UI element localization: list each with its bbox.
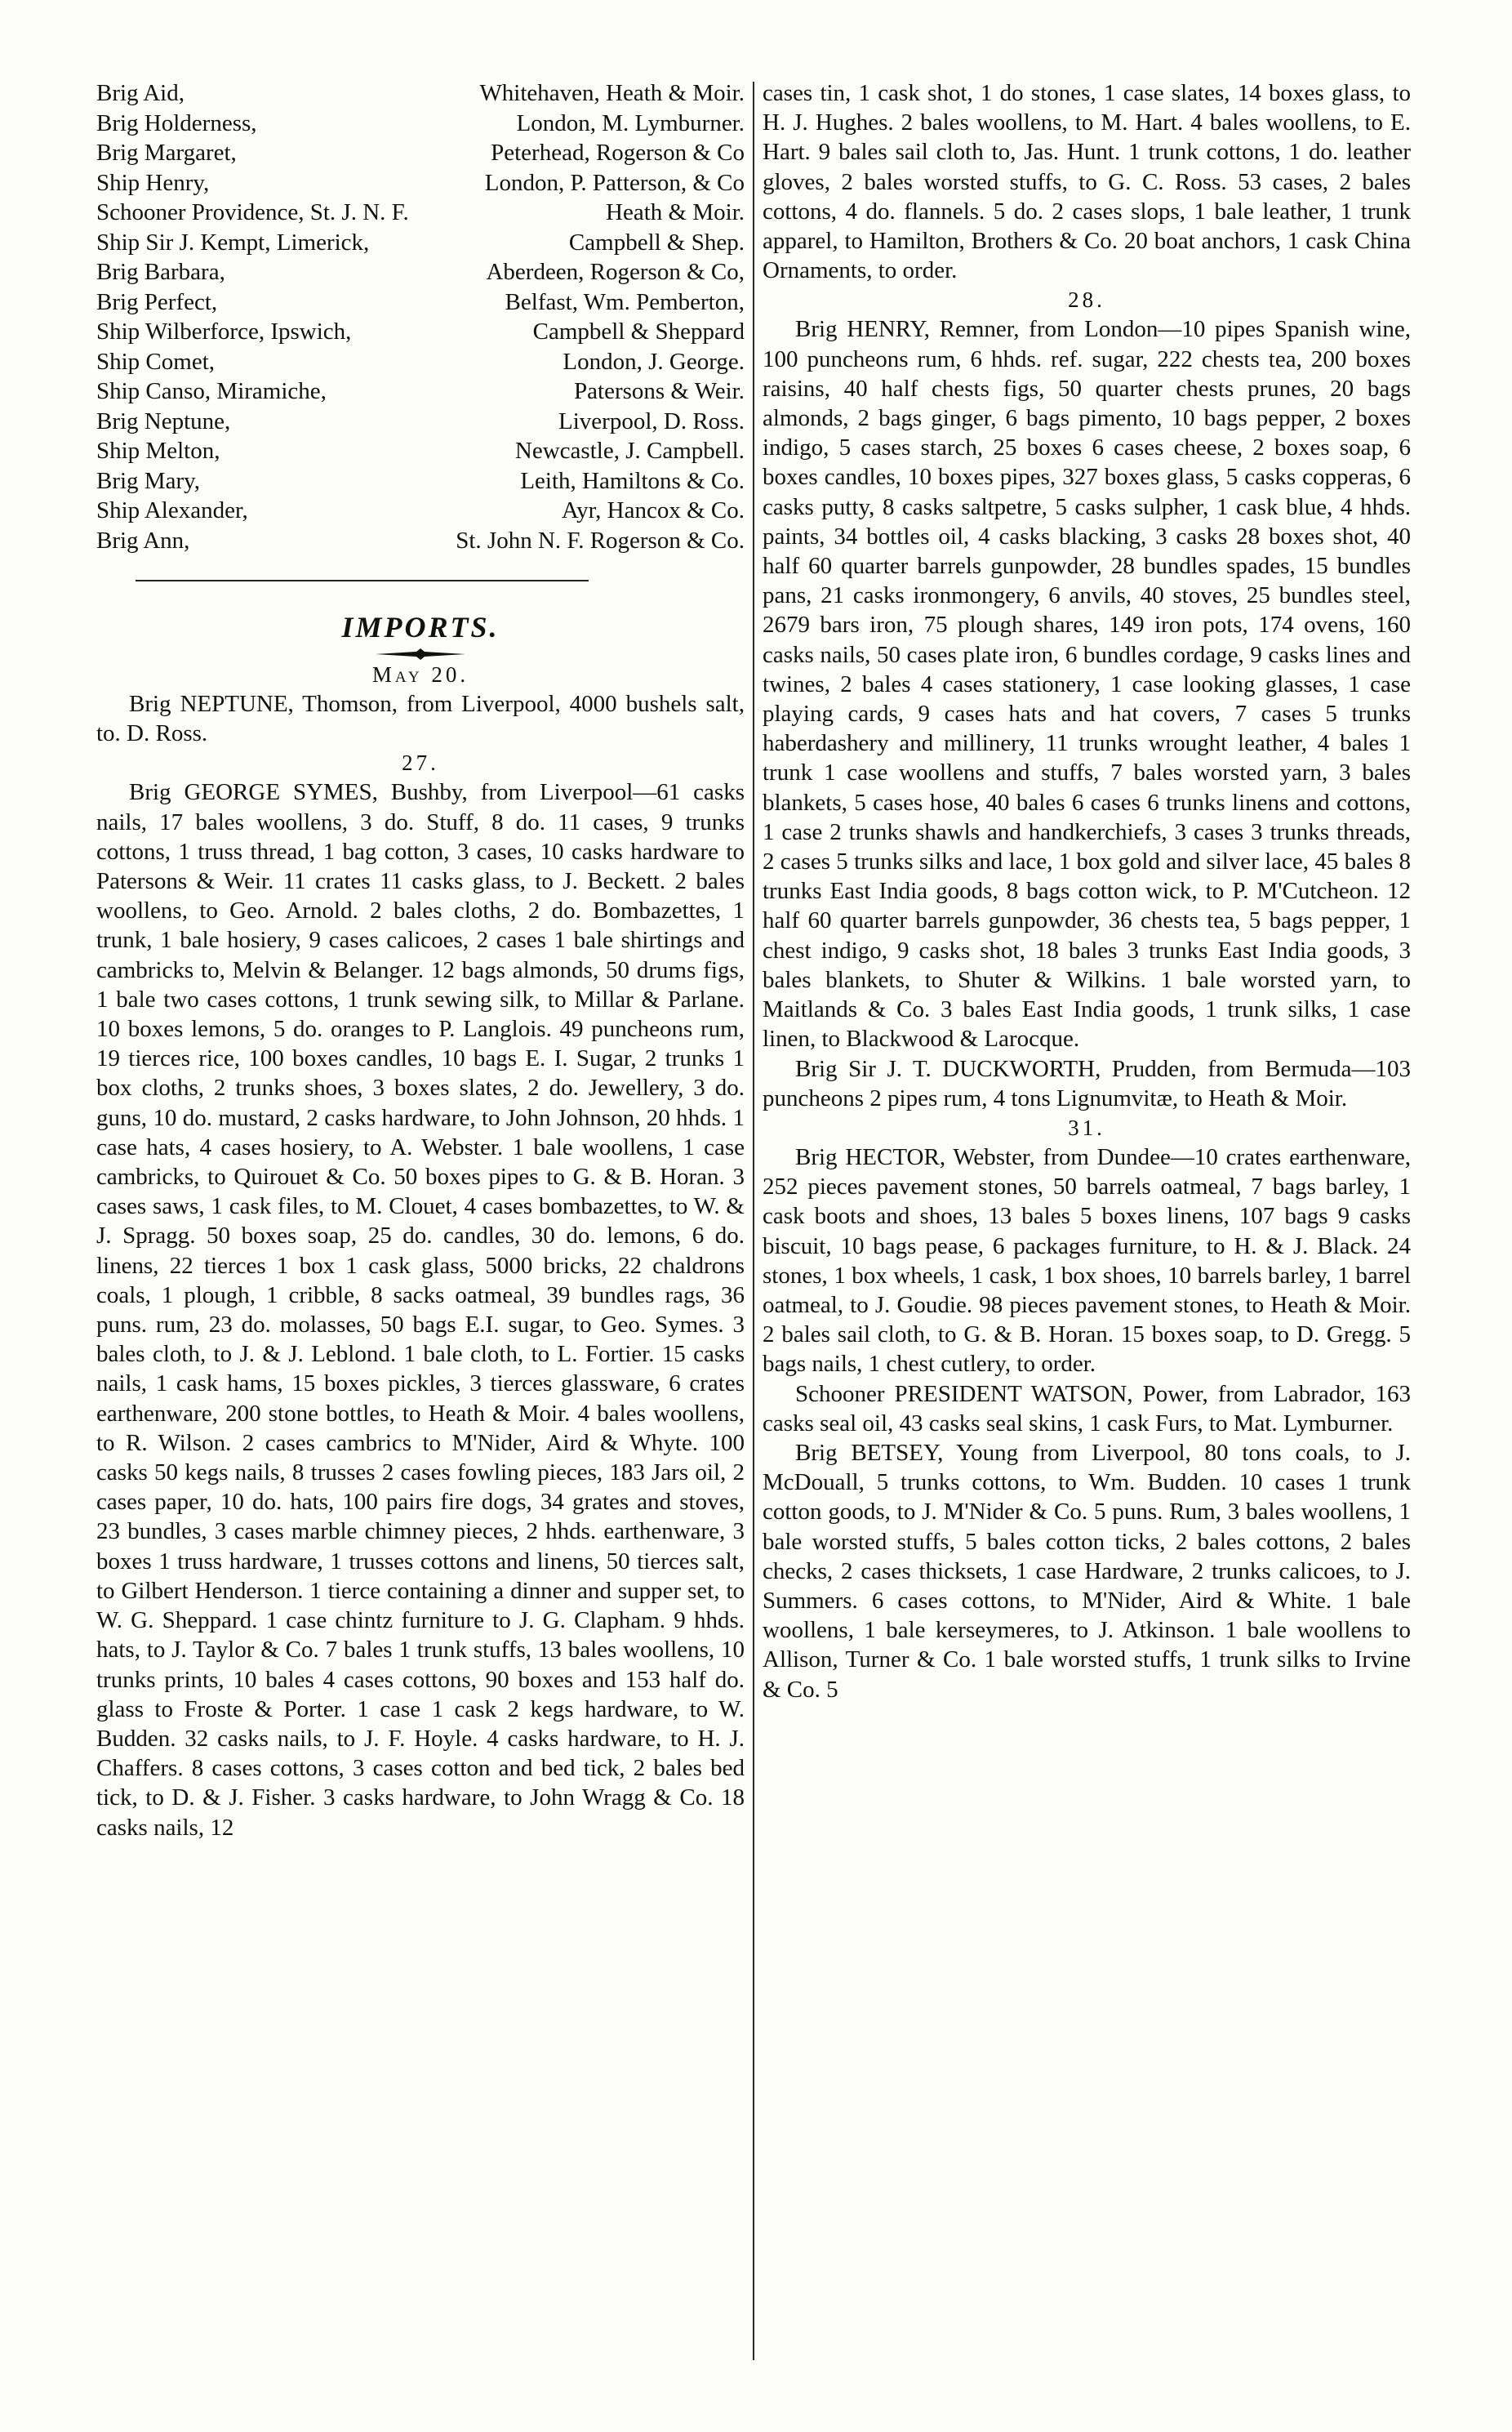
import-entry-henry: Brig HENRY, Remner, from London—10 pipes Spanish wine, 100 puncheons rum, 6 hhds. ref. sugar, 222 chests tea, 200 boxes raisins, 40 half chests figs, 50 quarter chests prunes, 20 bags almonds, 2 bags ginger, 6 bags pimento, 10 bags pepper, 2 boxes indigo, 5 cases starch, 25 boxes 6 cases cheese, 2 boxes soap, 6 boxes candles, 10 boxes pipes, 327 boxes glass, 5 casks copperas, 6 casks putty, 8 casks saltpetre, 5 casks sulpher, 1 cask blue, 4 hhds. paints, 34 bottles oil, 4 casks blacking, 3 casks 28 boxes shot, 40 half 60 quarter barrels gunpowder, 28 bundles spades, 15 bundles pans, 21 casks ironmongery, 6 anvils, 40 stoves, 25 bundles steel, 2679 bars iron, 75 plough shares, 149 iron pots, 174 ovens, 160 casks nails, 50 cases plate iron, 6 bundles cordage, 9 casks lines and twines, 2 bales 4 cases stationery, 1 case looking glasses, 1 case playing cards, 9 cases hats and hat covers, 7 cases 5 trunks haberdashery and millinery, 11 trunks wrought leather, 4 bales 1 trunk 1 case woollens and stuffs, 7 bales worsted yarn, 3 bales blankets, 5 cases hose, 40 bales 6 cases 6 trunks linens and cottons, 1 case 2 trunks shawls and handkerchiefs, 3 cases 3 trunks threads, 2 cases 5 trunks silks and lace, 1 box gold and silver lace, 45 bales 8 trunks East India goods, 8 bags cotton wick, to P. M'Cutcheon. 12 half 60 quarter barrels gunpowder, 36 chests tea, 5 bags pepper, 1 chest indigo, 9 casks shot, 18 bales 3 trunks East India goods, 3 bales blankets, to Shuter & Wilkins. 1 bale worsted yarn, to Maitlands & Co. 3 bales East India goods, 1 trunk silks, 1 case linen, to Blackwood & Larocque. — [763, 316, 1411, 1053]
ship-vessel: Ship Melton, — [96, 438, 220, 464]
ship-origin: Liverpool, D. Ross. — [558, 408, 745, 434]
ship-origin: London, J. George. — [563, 348, 745, 375]
ship-row — [96, 257, 745, 287]
ship-origin: Patersons & Weir. — [574, 378, 745, 404]
ship-vessel: Ship Comet, — [96, 348, 216, 375]
ship-row — [96, 526, 745, 556]
ship-vessel: Ship Canso, Miramiche, — [96, 378, 327, 404]
import-entry-betsey: Brig BETSEY, Young from Liverpool, 80 tons coals, to J. McDouall, 5 trunks cottons, to Wm. Budden. 10 cases 1 trunk cotton goods, to J. M'Nider & Co. 5 puns. Rum, 3 bales woollens, 1 bale worsted stuffs, 5 bales cotton ticks, 2 bales cottons, 2 bales checks, 2 cases thicksets, 1 case Hardware, 2 trunks calicoes, to J. Summers. 6 cases cottons, to M'Nider, Aird & White. 1 bale woollens, 1 bale kerseymeres, to J. Atkinson. 1 bale woollens to Allison, Turner & Co. 1 bale worsted stuffs, 1 trunk silks to Irvine & Co. 5 — [763, 1439, 1411, 1703]
ship-row — [96, 466, 745, 497]
right-column — [754, 78, 1411, 2383]
ship-list — [96, 78, 745, 555]
ship-vessel: Brig Ann, — [96, 527, 190, 554]
ornament-divider — [96, 648, 745, 660]
ship-row — [96, 376, 745, 407]
left-column — [96, 78, 753, 2383]
ship-row — [96, 436, 745, 466]
ship-origin: Belfast, Wm. Pemberton, — [505, 288, 745, 315]
ship-origin: Newcastle, J. Campbell. — [514, 438, 745, 464]
ship-origin: Campbell & Sheppard — [532, 318, 745, 345]
ship-row — [96, 198, 745, 228]
import-entry-neptune: Brig NEPTUNE, Thomson, from Liverpool, 4000 bushels salt, to. D. Ross. — [96, 691, 745, 747]
ship-vessel: Brig Margaret, — [96, 140, 237, 166]
ship-origin: Leith, Hamiltons & Co. — [520, 467, 745, 494]
ship-vessel: Ship Sir J. Kempt, Limerick, — [96, 229, 370, 256]
ship-origin: London, P. Patterson, & Co — [484, 169, 745, 196]
date-28: 28. — [1068, 287, 1105, 313]
ship-row — [96, 138, 745, 168]
ship-vessel: Brig Barbara, — [96, 259, 225, 285]
import-entry-continuation: cases tin, 1 cask shot, 1 do stones, 1 case slates, 14 boxes glass, to H. J. Hughes. 2 bales woollens, to M. Hart. 4 bales woollens, to E. Hart. 9 bales sail cloth to, Jas. Hunt. 1 trunk cottons, 1 do. leather gloves, 2 bales worsted stuffs, to G. C. Ross. 53 cases, 2 bales cottons, 4 do. flannels. 5 do. 2 cases slops, 1 bale leather, 1 trunk apparel, to Hamilton, Brothers & Co. 20 boat anchors, 1 cask China Ornaments, to order. — [763, 80, 1411, 284]
ship-vessel: Brig Aid, — [96, 80, 185, 106]
import-entry-george-symes: Brig GEORGE SYMES, Bushby, from Liverpool—61 casks nails, 17 bales woollens, 3 do. Stuff, 8 do. 11 cases, 9 trunks cottons, 1 truss thread, 1 bag cotton, 3 cases, 10 casks hardware to Patersons & Weir. 11 crates 11 casks glass, to J. Beckett. 2 bales woollens, to Geo. Arnold. 2 bales cloths, 2 do. Bombazettes, 1 trunk, 1 bale hosiery, 9 cases calicoes, 2 cases 1 bale shirtings and cambricks to, Melvin & Belanger. 12 bags almonds, 50 drums figs, 1 bale two cases cottons, 1 trunk sewing silk, to Millar & Parlane. 10 boxes lemons, 5 do. oranges to P. Langlois. 49 puncheons rum, 19 tierces rice, 100 boxes candles, 10 bags E. I. Sugar, 2 trunks 1 box cloths, 2 trunks shoes, 3 boxes slates, 2 do. Jewellery, 3 do. guns, 10 do. mustard, 2 casks hardware, to John Johnson, 20 hhds. 1 case hats, 4 cases hosiery, to A. Webster. 1 bale woollens, 1 case cambricks, to Quirouet & Co. 50 boxes pipes to G. & B. Horan. 3 cases saws, 1 cask files, to M. Clouet, 4 cases bombazettes, to W. & J. Spragg. 50 boxes soap, 25 do. candles, 30 do. lemons, 6 do. linens, 22 tierces 1 box 1 cask glass, 5000 bricks, 22 chaldrons coals, 1 plough, 1 cribble, 8 sacks oatmeal, 39 bundles rags, 36 puns. rum, 23 do. molasses, 50 bags E.I. sugar, to Geo. Symes. 3 bales cloth, to J. & J. Leblond. 1 bale cloth, to L. Fortier. 15 casks nails, 1 cask hams, 15 boxes pickles, 3 tierces glassware, 6 crates earthenware, 200 stone bottles, to Heath & Moir. 4 bales woollens, to R. Wilson. 2 cases cambrics to M'Nider, Aird & Whyte. 100 casks 50 kegs nails, 8 trusses 2 cases fowling pieces, 183 Jars oil, 2 cases paper, 10 do. hats, 100 pairs fire dogs, 34 grates and stoves, 23 bundles, 3 cases marble chimney pieces, 2 hhds. earthenware, 3 boxes 1 truss hardware, 1 trusses cottons and linens, 50 tierces salt, to Gilbert Henderson. 1 tierce containing a dinner and supper set, to W. G. Sheppard. 1 case chintz furniture to J. G. Clapham. 9 hhds. hats, to J. Taylor & Co. 7 bales 1 trunk stuffs, 13 bales woollens, 10 trunks prints, 10 bales 4 cases cottons, 90 boxes and 153 half do. glass to Froste & Porter. 1 case 1 cask 2 kegs hardware, to W. Budden. 32 casks nails, to J. F. Hoyle. 4 casks hardware, to H. J. Chaffers. 8 cases cottons, 3 cases cotton and bed tick, 2 bales bed tick, to D. & J. Fisher. 3 casks hardware, to John Wragg & Co. 18 casks nails, 12 — [96, 779, 745, 1841]
ship-row — [96, 317, 745, 347]
ship-vessel: Schooner Providence, St. J. N. F. — [96, 199, 409, 225]
ship-origin: St. John N. F. Rogerson & Co. — [456, 527, 745, 554]
ship-row — [96, 407, 745, 437]
ship-origin: Whitehaven, Heath & Moir. — [479, 80, 745, 106]
ornament-rule-icon — [376, 648, 465, 660]
date-31: 31. — [1068, 1115, 1105, 1140]
imports-heading: IMPORTS. — [341, 611, 500, 644]
ship-origin: Peterhead, Rogerson & Co — [491, 140, 745, 166]
ship-vessel: Brig Holderness, — [96, 109, 257, 136]
ship-origin: Aberdeen, Rogerson & Co, — [486, 259, 745, 285]
ship-origin: Ayr, Hancox & Co. — [561, 497, 745, 523]
ship-origin: London, M. Lymburner. — [516, 109, 745, 136]
ship-origin: Heath & Moir. — [606, 199, 745, 225]
ship-origin: Campbell & Shep. — [568, 229, 745, 256]
ship-vessel: Brig Neptune, — [96, 408, 231, 434]
import-entry-duckworth: Brig Sir J. T. DUCKWORTH, Prudden, from Bermuda—103 puncheons 2 pipes rum, 4 tons Lignumvitæ, to Heath & Moir. — [763, 1055, 1411, 1111]
ship-vessel: Brig Mary, — [96, 467, 200, 494]
ship-row — [96, 496, 745, 526]
ship-vessel: Ship Henry, — [96, 169, 210, 196]
ship-vessel: Brig Perfect, — [96, 288, 218, 315]
ship-vessel: Ship Wilberforce, Ipswich, — [96, 318, 352, 345]
ship-row — [96, 168, 745, 198]
import-entry-hector: Brig HECTOR, Webster, from Dundee—10 crates earthenware, 252 pieces pavement stones, 50 barrels oatmeal, 7 bags barley, 1 cask boots and shoes, 13 bales 5 boxes linens, 107 bags 9 casks biscuit, 10 bags pease, 6 packages furniture, to H. & J. Black. 24 stones, 1 box wheels, 1 cask, 1 box shoes, 10 barrels barley, 1 barrel oatmeal, to J. Goudie. 98 pieces pavement stones, to Heath & Moir. 2 bales sail cloth, to G. & B. Horan. 15 boxes soap, to D. Gregg. 5 bags nails, 1 chest cutlery, to order. — [763, 1143, 1411, 1378]
ship-row — [96, 347, 745, 377]
ship-row — [96, 228, 745, 258]
date-27: 27. — [402, 751, 439, 776]
section-divider — [136, 580, 589, 581]
ship-row — [96, 109, 745, 139]
date-may-20: May 20. — [371, 662, 469, 687]
ship-row — [96, 287, 745, 318]
ship-row — [96, 78, 745, 109]
import-entry-president-watson: Schooner PRESIDENT WATSON, Power, from Labrador, 163 casks seal oil, 43 casks seal skins, 1 cask Furs, to Mat. Lymburner. — [763, 1380, 1411, 1436]
ship-vessel: Ship Alexander, — [96, 497, 248, 523]
